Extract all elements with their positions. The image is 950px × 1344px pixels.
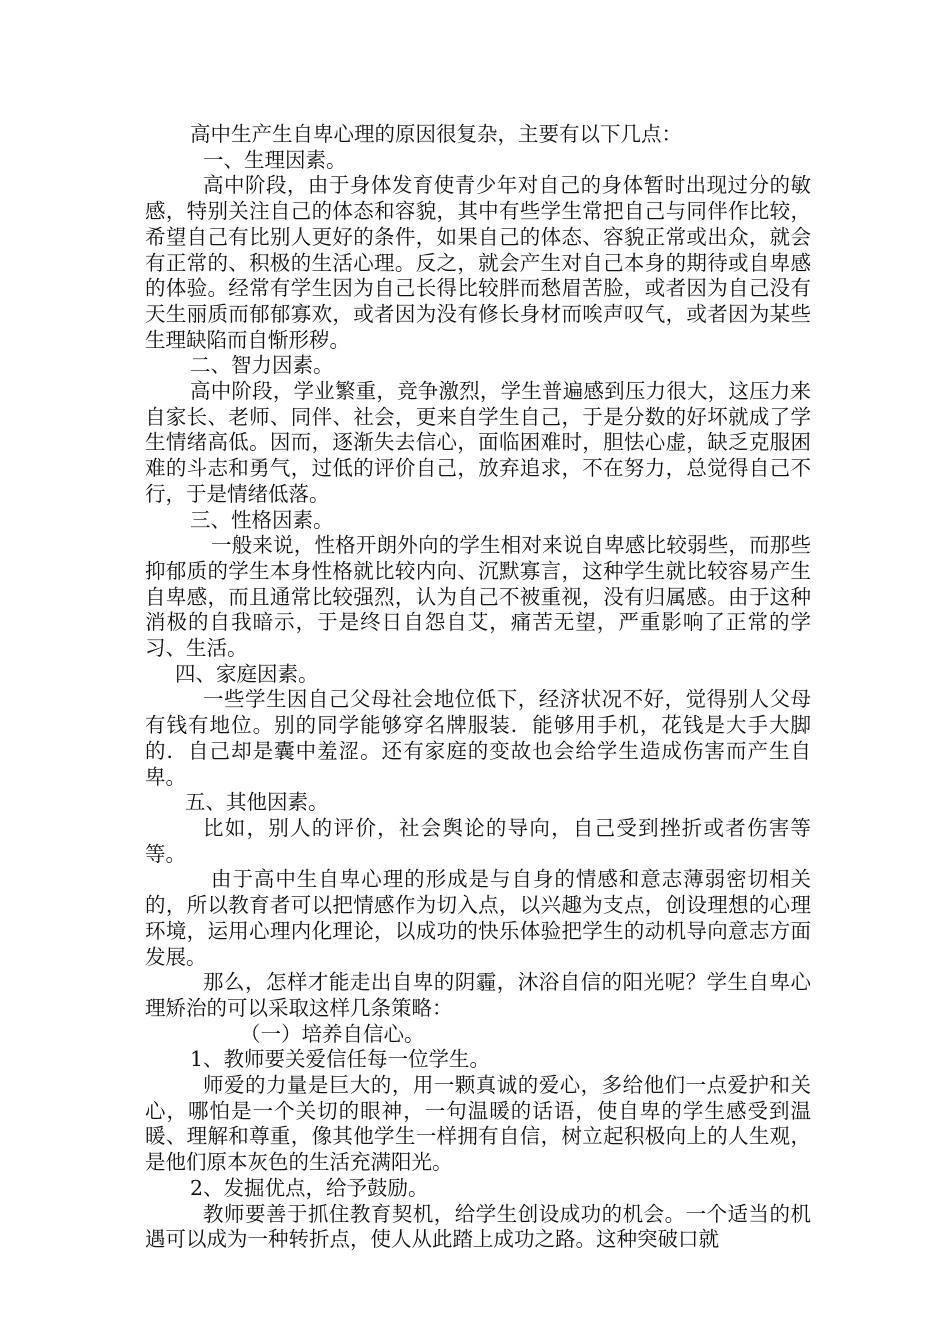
- paragraph: 一般来说，性格开朗外向的学生相对来说自卑感比较弱些，而那些抑郁质的学生本身性格就比较内向、沉默寡言，这种学生就比较容易产生自卑感，而且通常比较强烈，认为自己不被重视，没有归属感。由于这种消极的自我暗示，于是终日自怨自艾，痛苦无望，严重影响了正常的学习、生活。: [145, 533, 811, 661]
- paragraph: 教师要善于抓住教育契机，给学生创设成功的机会。一个适当的机遇可以成为一种转折点，使人从此踏上成功之路。这种突破口就: [145, 1201, 811, 1252]
- paragraph: 一些学生因自己父母社会地位低下，经济状况不好，觉得别人父母有钱有地位。别的同学能够穿名牌服装．能够用手机，花钱是大手大脚的．自己却是囊中羞涩。还有家庭的变故也会给学生造成伤害而产生自卑。: [145, 687, 811, 789]
- paragraph: 五、其他因素。: [185, 790, 329, 815]
- paragraph: 那么，怎样才能走出自卑的阴霾，沐浴自信的阳光呢？学生自卑心理矫治的可以采取这样几条策略：: [145, 970, 811, 1020]
- paragraph: 2、发掘优点，给予鼓励。: [190, 1175, 429, 1200]
- paragraph: 二、智力因素。: [190, 353, 334, 378]
- document-body: [145, 122, 811, 1253]
- paragraph: 高中阶段，学业繁重，竞争激烈，学生普遍感到压力很大，这压力来自家长、老师、同伴、社会，更来自学生自己，于是分数的好坏就成了学生情绪高低。因而，逐渐失去信心，面临困难时，胆怯心虚，缺乏克服困难的斗志和勇气，过低的评价自己，放弃追求，不在努力，总觉得自己不行，于是情绪低落。: [145, 379, 811, 506]
- paragraph: 三、性格因素。: [190, 507, 334, 532]
- paragraph: 高中阶段，由于身体发育使青少年对自己的身体暂时出现过分的敏感，特别关注自己的体态和容貌，其中有些学生常把自己与同伴作比较，希望自己有比别人更好的条件，如果自己的体态、容貌正常或出众，就会有正常的、积极的生活心理。反之，就会产生对自己本身的期待或自卑感的体验。经常有学生因为自己长得比较胖而愁眉苦脸，或者因为自己没有天生丽质而郁郁寡欢，或者因为没有修长身材而唉声叹气，或者因为某些生理缺陷而自惭形秽。: [145, 173, 811, 352]
- paragraph: 四、家庭因素。: [175, 661, 319, 686]
- paragraph: 高中生产生自卑心理的原因很复杂，主要有以下几点：: [190, 122, 682, 146]
- paragraph: 由于高中生自卑心理的形成是与自身的情感和意志薄弱密切相关的，所以教育者可以把情感作为切入点，以兴趣为支点，创设理想的心理环境，运用心理内化理论，以成功的快乐体验把学生的动机导向意志方面发展。: [145, 867, 811, 969]
- paragraph: 师爱的力量是巨大的，用一颗真诚的爱心，多给他们一点爱护和关心，哪怕是一个关切的眼神，一句温暖的话语，使自卑的学生感受到温暖、理解和尊重，像其他学生一样拥有自信，树立起积极向上的人生观，是他们原本灰色的生活充满阳光。: [145, 1073, 811, 1175]
- paragraph: 比如，别人的评价，社会舆论的导向，自己受到挫折或者伤害等等。: [145, 815, 811, 866]
- paragraph: 1、教师要关爱信任每一位学生。: [190, 1047, 491, 1072]
- paragraph: 一、生理因素。: [203, 147, 347, 172]
- paragraph: （一）培养自信心。: [240, 1021, 425, 1046]
